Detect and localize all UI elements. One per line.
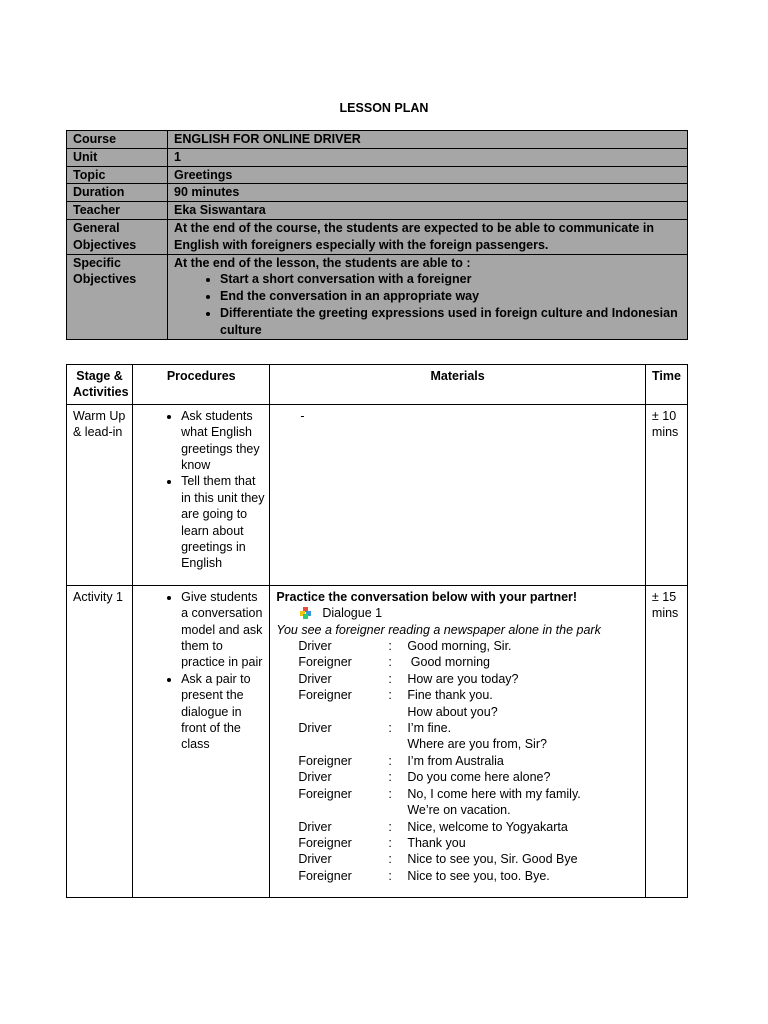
dialogue-speaker: Foreigner [298,835,352,850]
time-cell: ± 10 mins [645,404,687,585]
page-title: LESSON PLAN [339,101,429,115]
dialogue-text: Thank you [407,835,466,850]
dialogue-line [298,736,580,752]
dialogue-speaker: Driver [298,721,332,736]
info-row-specific-objectives [67,254,688,339]
specific-objectives-intro: At the end of the lesson, the students are able to : [174,255,471,270]
dialogue-line [298,868,580,884]
dialogue-line [298,654,580,670]
dialogue-speaker: Foreigner [298,688,352,703]
topic-value: Greetings [168,166,688,184]
info-row-course [67,131,688,149]
row-activity-1 [67,585,688,897]
dialogue-speaker [298,736,388,752]
procedures-cell [133,404,270,585]
lesson-activities-table [66,364,688,898]
duration-label: Duration [67,184,168,202]
dialogue-colon: : [388,852,392,867]
dialogue-speaker: Foreigner [298,655,352,670]
duration-value: 90 minutes [168,184,688,202]
dialogue-speaker: Driver [298,639,332,654]
procedures-list [133,589,265,753]
dialogue-speaker: Driver [298,671,332,686]
dialogue-line [298,786,580,802]
header-materials: Materials [270,365,646,405]
dialogue-table [298,638,580,884]
unit-value: 1 [168,148,688,166]
dialogue-line [298,704,580,720]
teacher-label: Teacher [67,202,168,220]
dialogue-line [298,835,580,851]
objective-item: • End the conversation in an appropriate way [220,288,681,305]
row-warm-up [67,404,688,585]
specific-objectives-list [174,271,681,338]
info-row-topic [67,166,688,184]
dialogue-colon: : [388,688,392,703]
dialogue-text: Nice, welcome to Yogyakarta [407,819,568,834]
procedure-item: • Ask students what English greetings they know [181,408,265,474]
stage-cell: Warm Up & lead-in [67,404,133,585]
course-info-table [66,130,688,340]
time-cell: ± 15 mins [645,585,687,897]
dialogue-colon: : [388,655,392,670]
course-label: Course [67,131,168,149]
general-objectives-label: General Objectives [67,219,168,254]
dialogue-speaker [298,704,388,720]
specific-objectives-value [168,254,688,339]
situation-text: You see a foreigner reading a newspaper alone in the park [276,622,601,637]
dialogue-line [298,687,580,703]
dialogue-speaker: Driver [298,819,332,834]
dialogue-text: Nice to see you, too. Bye. [407,868,550,883]
unit-label: Unit [67,148,168,166]
dialogue-text: Good morning [407,655,490,670]
specific-objectives-label: Specific Objectives [67,254,168,339]
dialogue-text: We’re on vacation. [407,803,511,818]
procedure-item: • Ask a pair to present the dialogue in front of the class [181,671,265,753]
material-title: Practice the conversation below with your partner! [276,589,578,604]
dialogue-text: Fine thank you. [407,688,493,703]
info-row-duration [67,184,688,202]
header-row [67,365,688,405]
dialogue-speaker: Foreigner [298,753,352,768]
dialogue-text: How are you today? [407,671,519,686]
general-objectives-value: At the end of the course, the students are expected to be able to communicate in English with foreigners especially with the foreign passengers. [168,219,688,254]
objective-item: • Start a short conversation with a foreigner [220,271,681,288]
dialogue-colon: : [388,639,392,654]
dialogue-text: I’m fine. [407,721,452,736]
dialogue-line [298,819,580,835]
dialogue-speaker: Driver [298,770,332,785]
course-value: ENGLISH FOR ONLINE DRIVER [168,131,688,149]
header-procedures: Procedures [133,365,270,405]
dialogue-line [298,638,580,654]
dialogue-colon: : [388,721,392,736]
stage-cell: Activity 1 [67,585,133,897]
dialogue-colon: : [388,819,392,834]
dialogue-colon: : [388,753,392,768]
dialogue-line [298,769,580,785]
material-text: - [300,408,305,423]
materials-cell [270,585,646,897]
dialogue-speaker: Foreigner [298,868,352,883]
info-row-teacher [67,202,688,220]
topic-label: Topic [67,166,168,184]
materials-cell [270,404,646,585]
dialogue-line [298,851,580,867]
dialogue-text: Where are you from, Sir? [407,737,547,752]
teacher-value: Eka Siswantara [168,202,688,220]
colorful-bullet-icon [300,607,312,619]
dialogue-colon [388,736,407,752]
dialogue-text: How about you? [407,704,498,719]
info-row-general-objectives [67,219,688,254]
info-row-unit [67,148,688,166]
dialogue-line [298,671,580,687]
dialogue-line [298,802,580,818]
dialogue-colon: : [388,786,392,801]
dialogue-colon: : [388,671,392,686]
dialogue-colon: : [388,770,392,785]
dialogue-text: I’m from Australia [407,753,504,768]
dialogue-speaker: Foreigner [298,786,352,801]
procedure-item: • Give students a conversation model and ask them to practice in pair [181,589,265,671]
dialogue-text: Nice to see you, Sir. Good Bye [407,852,578,867]
procedures-cell [133,585,270,897]
dialogue-heading [276,605,639,621]
procedure-item: • Tell them that in this unit they are going to learn about greetings in English [181,473,265,571]
dialogue-label: Dialogue 1 [322,606,383,621]
objective-item: • Differentiate the greeting expressions used in foreign culture and Indonesian culture [220,305,681,339]
header-stage: Stage & Activities [67,365,133,405]
dialogue-colon [388,704,407,720]
header-time: Time [645,365,687,405]
dialogue-text: Good morning, Sir. [407,639,512,654]
dialogue-text: No, I come here with my family. [407,786,581,801]
dialogue-speaker: Driver [298,852,332,867]
dialogue-colon: : [388,835,392,850]
procedures-list [133,408,265,572]
dialogue-colon [388,802,407,818]
dialogue-line [298,753,580,769]
dialogue-text: Do you come here alone? [407,770,551,785]
dialogue-line [298,720,580,736]
dialogue-speaker [298,802,388,818]
dialogue-colon: : [388,868,392,883]
